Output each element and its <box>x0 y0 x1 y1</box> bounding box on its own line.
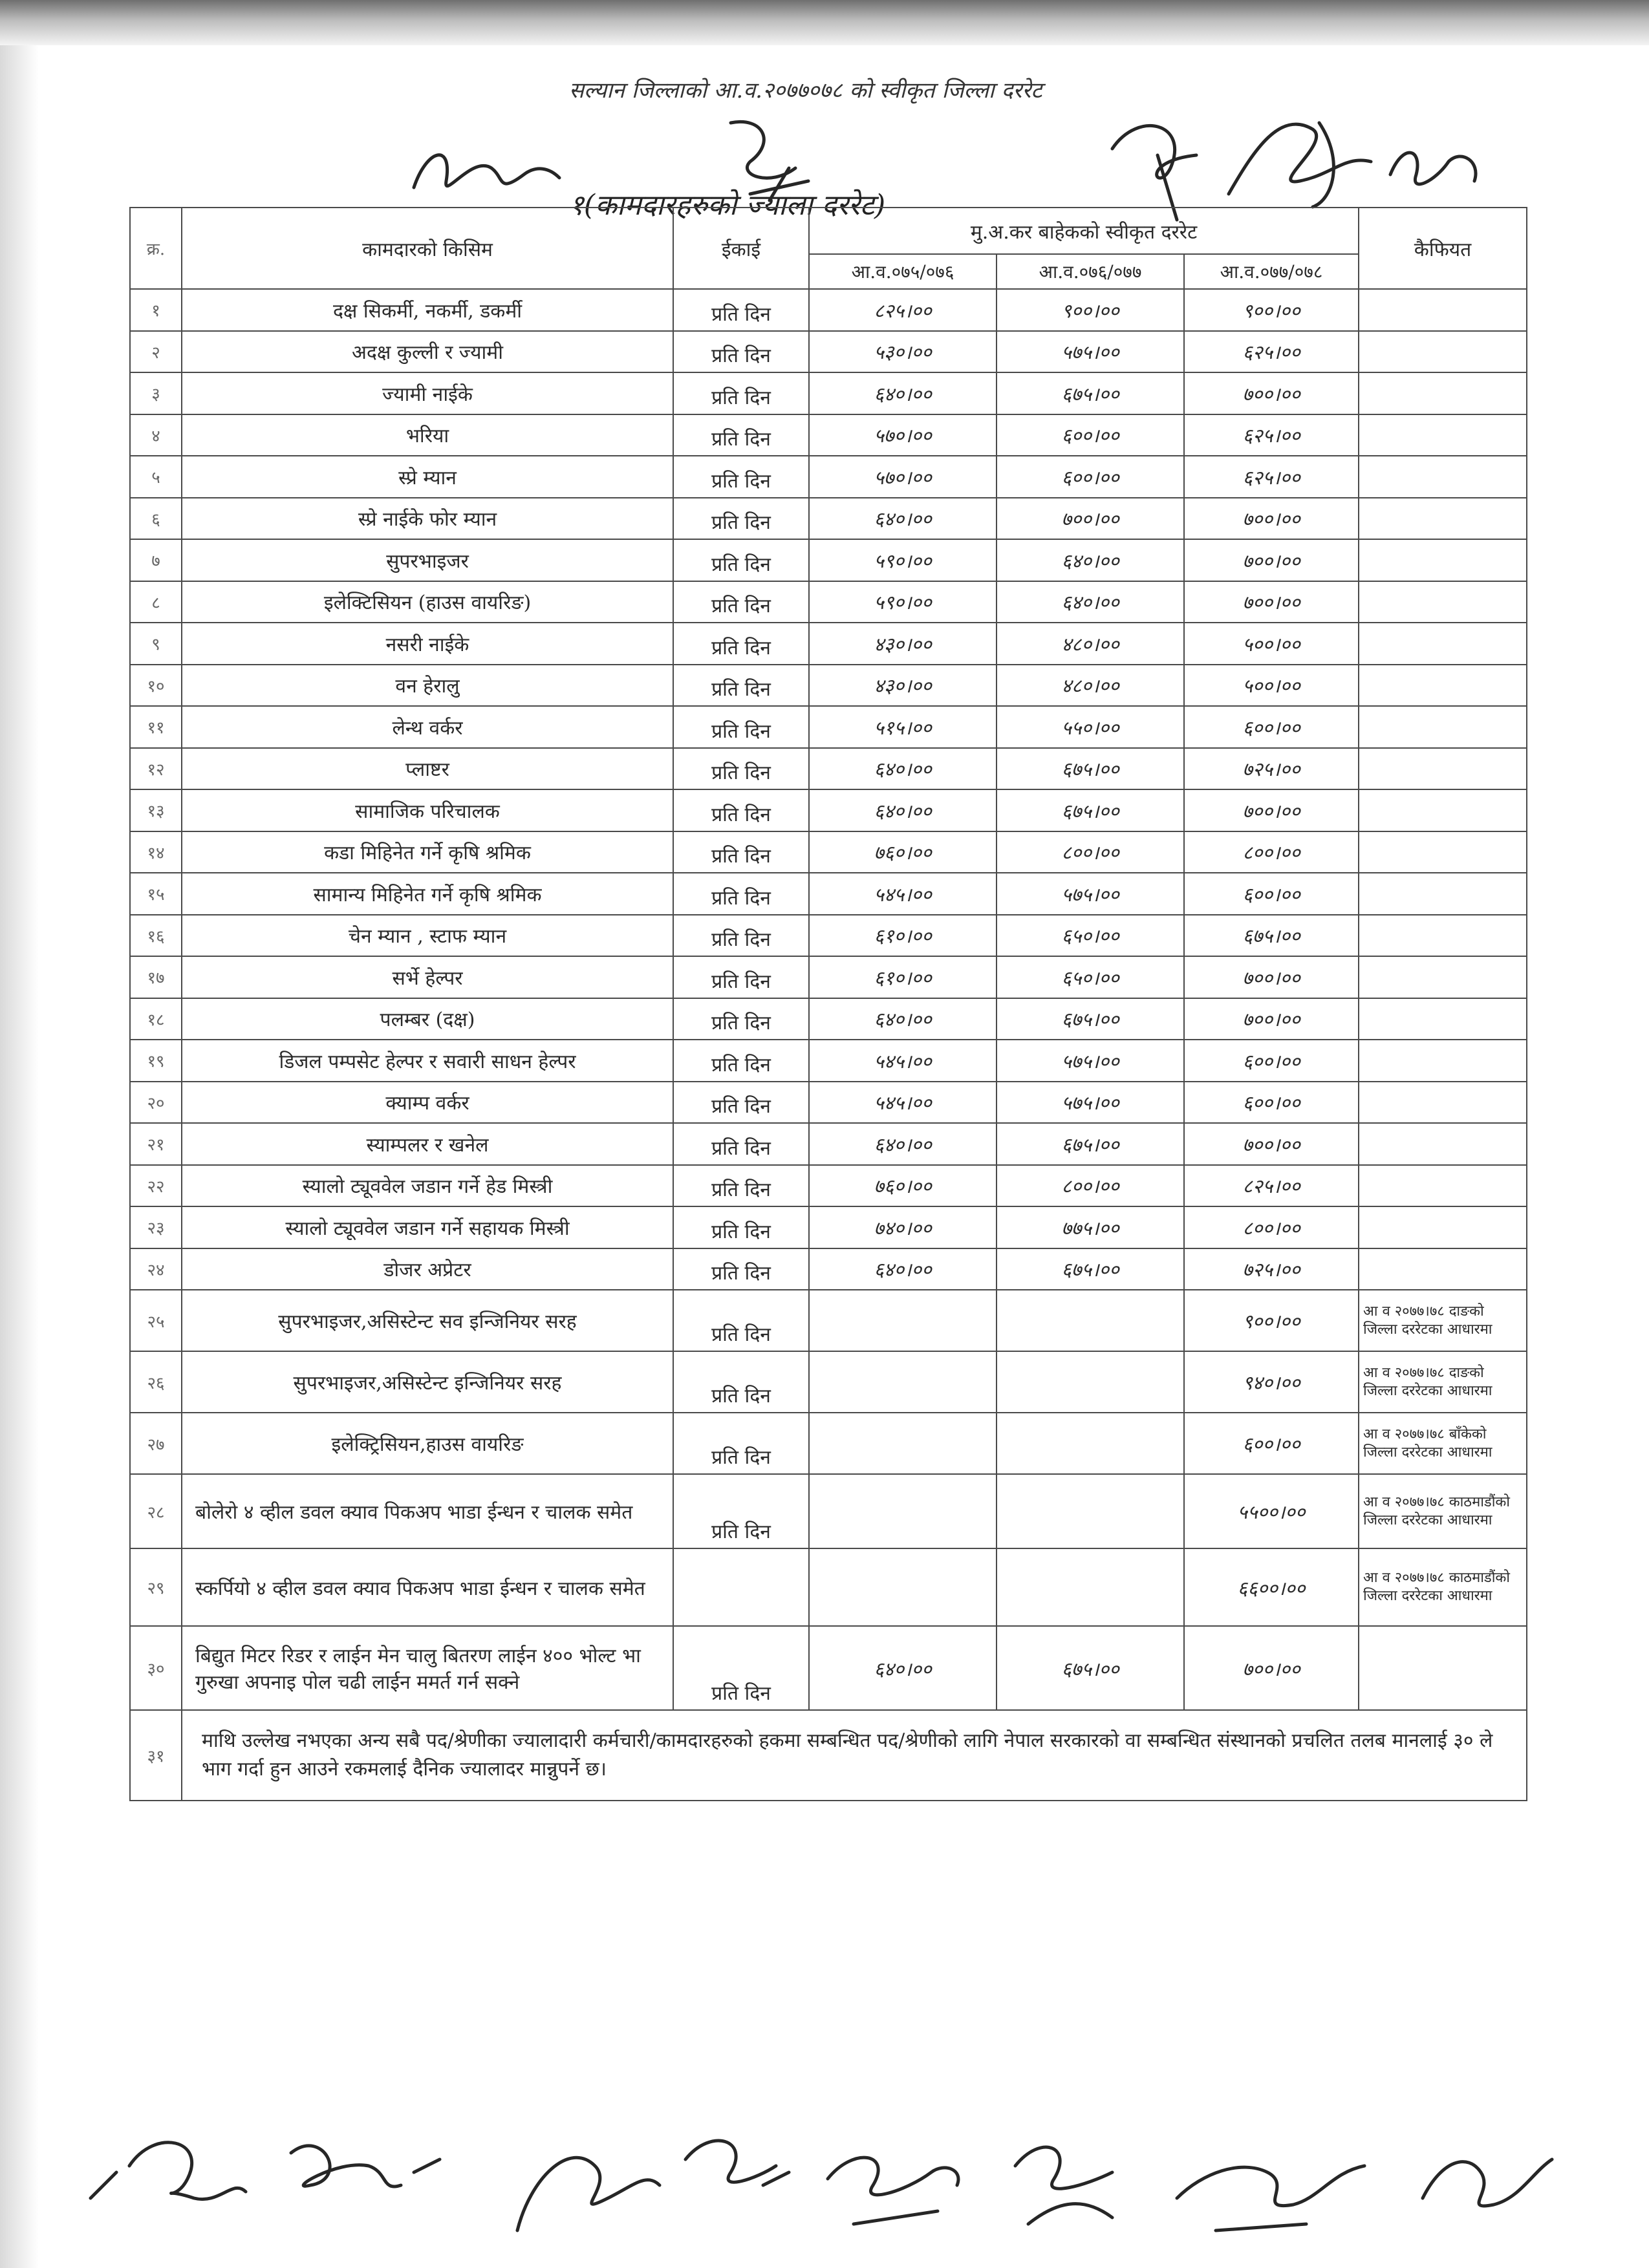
row-unit: प्रति दिन <box>673 372 809 414</box>
row-rate-077-078: ८००।०० <box>1184 831 1359 873</box>
row-rate-077-078: ७००।०० <box>1184 789 1359 831</box>
row-rate-077-078: ७२५।०० <box>1184 748 1359 790</box>
row-remarks <box>1359 581 1527 623</box>
row-rate-077-078: ७००।०० <box>1184 581 1359 623</box>
row-rate-075-076 <box>809 1290 997 1351</box>
row-serial-no: १८ <box>130 998 182 1040</box>
row-rate-077-078: ७००।०० <box>1184 998 1359 1040</box>
row-rate-075-076: ५९०।०० <box>809 581 997 623</box>
row-unit: प्रति दिन <box>673 1248 809 1290</box>
table-row <box>130 665 1527 707</box>
row-worker-type: अदक्ष कुल्ली र ज्यामी <box>182 331 673 373</box>
row-remarks <box>1359 539 1527 581</box>
row-serial-no: ९ <box>130 623 182 665</box>
row-unit: प्रति दिन <box>673 915 809 957</box>
row-rate-076-077: ५७५।०० <box>997 873 1184 915</box>
table-row <box>130 581 1527 623</box>
row-rate-076-077: ६००।०० <box>997 456 1184 498</box>
row-rate-076-077: ५७५।०० <box>997 1040 1184 1082</box>
row-rate-077-078: ८२५।०० <box>1184 1165 1359 1207</box>
table-row <box>130 1474 1527 1548</box>
row-rate-077-078: ७००।०० <box>1184 498 1359 540</box>
row-remarks <box>1359 623 1527 665</box>
row-rate-077-078: ६६००।०० <box>1184 1548 1359 1626</box>
row-worker-type: स्यालो ट्यूववेल जडान गर्ने सहायक मिस्त्री <box>182 1206 673 1248</box>
row-rate-076-077: ८००।०० <box>997 1165 1184 1207</box>
table-row <box>130 1413 1527 1474</box>
row-rate-076-077: ६५०।०० <box>997 915 1184 957</box>
row-serial-no: २३ <box>130 1206 182 1248</box>
header-year-075-076: आ.व.०७५/०७६ <box>809 254 997 289</box>
row-remarks <box>1359 1206 1527 1248</box>
row-serial-no: १ <box>130 289 182 331</box>
table-row <box>130 539 1527 581</box>
row-rate-075-076: ६४०।०० <box>809 748 997 790</box>
row-rate-076-077: ६७५।०० <box>997 789 1184 831</box>
wage-table-body <box>130 289 1527 1801</box>
scan-shadow-top <box>0 0 1649 45</box>
row-remarks <box>1359 789 1527 831</box>
row-remarks <box>1359 1040 1527 1082</box>
row-rate-076-077: ४८०।०० <box>997 665 1184 707</box>
row-worker-type: सुपरभाइजर,असिस्टेन्ट सव इन्जिनियर सरह <box>182 1290 673 1351</box>
row-unit: प्रति दिन <box>673 289 809 331</box>
header-remarks: कैफियत <box>1359 208 1527 289</box>
document-heading: सल्यान जिल्लाको आ.व.२०७७०७८ को स्वीकृत जिल्ला दररेट <box>569 78 1042 103</box>
table-row <box>130 1290 1527 1351</box>
row-rate-075-076: ६४०।०० <box>809 1123 997 1165</box>
row-rate-077-078: ६७५।०० <box>1184 915 1359 957</box>
row-unit: प्रति दिन <box>673 414 809 456</box>
row-rate-076-077: ७००।०० <box>997 498 1184 540</box>
row-remarks <box>1359 414 1527 456</box>
row-rate-075-076: ७६०।०० <box>809 1165 997 1207</box>
row-worker-type: स्प्रे नाईके फोर म्यान <box>182 498 673 540</box>
row-worker-type: इलेक्ट्रिसियन,हाउस वायरिङ <box>182 1413 673 1474</box>
row-unit: प्रति दिन <box>673 1474 809 1548</box>
row-rate-075-076: ६४०।०० <box>809 372 997 414</box>
row-serial-no: २९ <box>130 1548 182 1626</box>
row-rate-076-077: ५७५।०० <box>997 331 1184 373</box>
row-rate-076-077 <box>997 1290 1184 1351</box>
row-unit: प्रति दिन <box>673 1626 809 1710</box>
row-unit: प्रति दिन <box>673 1082 809 1124</box>
row-unit: प्रति दिन <box>673 1040 809 1082</box>
row-rate-075-076: ६१०।०० <box>809 956 997 998</box>
table-row <box>130 1040 1527 1082</box>
header-year-077-078: आ.व.०७७/०७८ <box>1184 254 1359 289</box>
row-worker-type: कडा मिहिनेत गर्ने कृषि श्रमिक <box>182 831 673 873</box>
row-rate-075-076: ४३०।०० <box>809 623 997 665</box>
row-worker-type: सर्भे हेल्पर <box>182 956 673 998</box>
top-signature-middle <box>711 103 828 220</box>
row-rate-077-078: ६००।०० <box>1184 1040 1359 1082</box>
row-rate-077-078: ९४०।०० <box>1184 1351 1359 1413</box>
row-rate-076-077: ६७५।०० <box>997 998 1184 1040</box>
row-unit: प्रति दिन <box>673 956 809 998</box>
row-remarks: आ व २०७७।७८ बाँकेको जिल्ला दररेटका आधारमा <box>1359 1413 1527 1474</box>
row-worker-type: भरिया <box>182 414 673 456</box>
row-serial-no: १० <box>130 665 182 707</box>
row-rate-077-078: ६००।०० <box>1184 1413 1359 1474</box>
row-unit: प्रति दिन <box>673 498 809 540</box>
row-rate-076-077: ६४०।०० <box>997 539 1184 581</box>
row-remarks <box>1359 1165 1527 1207</box>
row-rate-075-076: ७४०।०० <box>809 1206 997 1248</box>
row-rate-076-077: ७७५।०० <box>997 1206 1184 1248</box>
row-worker-type: सामान्य मिहिनेत गर्ने कृषि श्रमिक <box>182 873 673 915</box>
table-row <box>130 915 1527 957</box>
row-rate-076-077: ९००।०० <box>997 289 1184 331</box>
header-serial-no: क्र. <box>130 208 182 289</box>
row-worker-type: लेन्थ वर्कर <box>182 706 673 748</box>
row-serial-no: १५ <box>130 873 182 915</box>
row-rate-077-078: ६२५।०० <box>1184 414 1359 456</box>
row-rate-075-076: ५३०।०० <box>809 331 997 373</box>
row-rate-077-078: ६२५।०० <box>1184 456 1359 498</box>
row-rate-076-077: ६५०।०० <box>997 956 1184 998</box>
row-rate-075-076: ६४०।०० <box>809 1248 997 1290</box>
table-row <box>130 623 1527 665</box>
row-worker-type: बोलेरो ४ व्हील डवल क्याव पिकअप भाडा ईन्धन र चालक समेत <box>182 1474 673 1548</box>
table-row <box>130 456 1527 498</box>
row-worker-type: सुपरभाइजर <box>182 539 673 581</box>
row-rate-076-077: ६७५।०० <box>997 1248 1184 1290</box>
row-worker-type: क्याम्प वर्कर <box>182 1082 673 1124</box>
table-row <box>130 1548 1527 1626</box>
row-unit: प्रति दिन <box>673 873 809 915</box>
row-rate-076-077 <box>997 1351 1184 1413</box>
row-unit: प्रति दिन <box>673 1165 809 1207</box>
wage-rate-table <box>129 207 1527 1801</box>
row-remarks <box>1359 1082 1527 1124</box>
row-rate-077-078: ७००।०० <box>1184 1626 1359 1710</box>
row-worker-type: दक्ष सिकर्मी, नकर्मी, डकर्मी <box>182 289 673 331</box>
row-remarks: आ व २०७७।७८ काठमाडौंको जिल्ला दररेटका आधारमा <box>1359 1474 1527 1548</box>
table-row <box>130 1626 1527 1710</box>
row-rate-076-077: ५७५।०० <box>997 1082 1184 1124</box>
row-rate-077-078: ७२५।०० <box>1184 1248 1359 1290</box>
row-rate-077-078: ८००।०० <box>1184 1206 1359 1248</box>
row-serial-no: ४ <box>130 414 182 456</box>
row-worker-type: नसरी नाईके <box>182 623 673 665</box>
row-worker-type: स्यालो ट्यूववेल जडान गर्ने हेड मिस्त्री <box>182 1165 673 1207</box>
row-remarks <box>1359 831 1527 873</box>
row-unit: प्रति दिन <box>673 831 809 873</box>
row-worker-type: स्कर्पियो ४ व्हील डवल क्याव पिकअप भाडा ईन्धन र चालक समेत <box>182 1548 673 1626</box>
scan-shadow-left <box>0 45 39 2268</box>
table-note-row <box>130 1710 1527 1801</box>
row-unit: प्रति दिन <box>673 789 809 831</box>
row-serial-no: ६ <box>130 498 182 540</box>
row-rate-077-078: ६००।०० <box>1184 1082 1359 1124</box>
row-unit: प्रति दिन <box>673 539 809 581</box>
row-serial-no: २१ <box>130 1123 182 1165</box>
row-rate-077-078: ५५००।०० <box>1184 1474 1359 1548</box>
row-worker-type: बिद्युत मिटर रिडर र लाईन मेन चालु बितरण लाईन ४०० भोल्ट भा गुरुखा अपनाइ पोल चढी लाईन ममर्त गर्न सक्ने <box>182 1626 673 1710</box>
row-rate-077-078: ५००।०० <box>1184 623 1359 665</box>
row-rate-076-077: ६४०।०० <box>997 581 1184 623</box>
row-rate-076-077: ५५०।०० <box>997 706 1184 748</box>
row-rate-076-077 <box>997 1413 1184 1474</box>
row-serial-no: २७ <box>130 1413 182 1474</box>
row-remarks <box>1359 456 1527 498</box>
row-rate-075-076: ५४५।०० <box>809 1040 997 1082</box>
row-worker-type: ज्यामी नाईके <box>182 372 673 414</box>
row-remarks <box>1359 873 1527 915</box>
row-rate-076-077: ६७५।०० <box>997 372 1184 414</box>
row-rate-075-076: ६४०।०० <box>809 998 997 1040</box>
row-rate-077-078: ६२५।०० <box>1184 331 1359 373</box>
row-unit: प्रति दिन <box>673 748 809 790</box>
row-serial-no: १२ <box>130 748 182 790</box>
row-unit: प्रति दिन <box>673 581 809 623</box>
table-row <box>130 706 1527 748</box>
row-serial-no: ५ <box>130 456 182 498</box>
table-row <box>130 998 1527 1040</box>
row-rate-075-076: ५७०।०० <box>809 456 997 498</box>
row-remarks <box>1359 331 1527 373</box>
header-year-076-077: आ.व.०७६/०७७ <box>997 254 1184 289</box>
row-rate-076-077: ६००।०० <box>997 414 1184 456</box>
row-rate-077-078: ७००।०० <box>1184 956 1359 998</box>
row-remarks <box>1359 915 1527 957</box>
row-unit: प्रति दिन <box>673 456 809 498</box>
table-row <box>130 748 1527 790</box>
row-worker-type: इलेक्टिसियन (हाउस वायरिङ) <box>182 581 673 623</box>
table-row <box>130 789 1527 831</box>
row-remarks <box>1359 706 1527 748</box>
row-serial-no: ११ <box>130 706 182 748</box>
row-rate-075-076: ६१०।०० <box>809 915 997 957</box>
row-serial-no: २० <box>130 1082 182 1124</box>
row-worker-type: चेन म्यान , स्टाफ म्यान <box>182 915 673 957</box>
row-rate-075-076: ५१५।०० <box>809 706 997 748</box>
row-rate-076-077 <box>997 1474 1184 1548</box>
row-remarks: आ व २०७७।७८ दाङको जिल्ला दररेटका आधारमा <box>1359 1290 1527 1351</box>
row-worker-type: सुपरभाइजर,असिस्टेन्ट इन्जिनियर सरह <box>182 1351 673 1413</box>
row-unit: प्रति दिन <box>673 1413 809 1474</box>
row-serial-no: ८ <box>130 581 182 623</box>
table-row <box>130 1206 1527 1248</box>
document-subtitle: १(कामदारहरुको ज्याला दररेट) <box>569 189 886 222</box>
note-text: माथि उल्लेख नभएका अन्य सबै पद/श्रेणीका ज्यालादारी कर्मचारी/कामदारहरुको हकमा सम्बन्धित पद/श्रेणीको लागि नेपाल सरकारको वा सम्बन्धित संस्थानको प्रचलित तलब मानलाई ३० ले भाग गर्दा हुन आउने रकमलाई दैनिक ज्यालादर मान्नुपर्ने छ। <box>182 1710 1527 1801</box>
table-row <box>130 498 1527 540</box>
row-rate-077-078: ६००।०० <box>1184 873 1359 915</box>
row-serial-no: १३ <box>130 789 182 831</box>
row-remarks <box>1359 1248 1527 1290</box>
table-row <box>130 1165 1527 1207</box>
row-rate-076-077 <box>997 1548 1184 1626</box>
row-serial-no: १४ <box>130 831 182 873</box>
row-rate-075-076: ५९०।०० <box>809 539 997 581</box>
row-rate-077-078: ७००।०० <box>1184 1123 1359 1165</box>
row-unit: प्रति दिन <box>673 1351 809 1413</box>
table-row <box>130 873 1527 915</box>
row-rate-076-077: ८००।०० <box>997 831 1184 873</box>
row-remarks <box>1359 498 1527 540</box>
header-unit: ईकाई <box>673 208 809 289</box>
table-row <box>130 956 1527 998</box>
table-row <box>130 331 1527 373</box>
row-remarks: आ व २०७७।७८ दाङको जिल्ला दररेटका आधारमा <box>1359 1351 1527 1413</box>
row-rate-077-078: ५००।०० <box>1184 665 1359 707</box>
row-rate-075-076 <box>809 1413 997 1474</box>
row-rate-075-076: ६४०।०० <box>809 498 997 540</box>
table-row <box>130 831 1527 873</box>
row-unit: प्रति दिन <box>673 665 809 707</box>
row-unit: प्रति दिन <box>673 1123 809 1165</box>
row-rate-077-078: ७००।०० <box>1184 539 1359 581</box>
note-serial-no: ३१ <box>130 1710 182 1801</box>
row-unit: प्रति दिन <box>673 1206 809 1248</box>
table-row <box>130 1082 1527 1124</box>
row-serial-no: १७ <box>130 956 182 998</box>
row-serial-no: १९ <box>130 1040 182 1082</box>
row-remarks <box>1359 665 1527 707</box>
bottom-signatures <box>78 2101 1565 2256</box>
row-worker-type: प्लाष्टर <box>182 748 673 790</box>
row-worker-type: स्याम्पलर र खनेल <box>182 1123 673 1165</box>
row-serial-no: २४ <box>130 1248 182 1290</box>
row-rate-077-078: ९००।०० <box>1184 1290 1359 1351</box>
row-remarks <box>1359 372 1527 414</box>
row-rate-075-076: ६४०।०० <box>809 789 997 831</box>
row-rate-075-076: ५७०।०० <box>809 414 997 456</box>
header-approved-rate: मु.अ.कर बाहेकको स्वीकृत दररेट <box>809 208 1359 254</box>
row-rate-075-076: ५४५।०० <box>809 1082 997 1124</box>
row-rate-077-078: ९००।०० <box>1184 289 1359 331</box>
row-unit: प्रति दिन <box>673 998 809 1040</box>
row-unit: प्रति दिन <box>673 623 809 665</box>
row-remarks <box>1359 998 1527 1040</box>
row-worker-type: डिजल पम्पसेट हेल्पर र सवारी साधन हेल्पर <box>182 1040 673 1082</box>
row-rate-076-077: ६७५।०० <box>997 1123 1184 1165</box>
row-remarks: आ व २०७७।७८ काठमाडौंको जिल्ला दररेटका आधारमा <box>1359 1548 1527 1626</box>
row-worker-type: डोजर अप्रेटर <box>182 1248 673 1290</box>
table-row <box>130 414 1527 456</box>
row-unit: प्रति दिन <box>673 331 809 373</box>
top-signature-left <box>401 129 569 213</box>
table-row <box>130 1351 1527 1413</box>
row-rate-076-077: ६७५।०० <box>997 1626 1184 1710</box>
row-rate-076-077: ६७५।०० <box>997 748 1184 790</box>
row-remarks <box>1359 1123 1527 1165</box>
row-worker-type: स्प्रे म्यान <box>182 456 673 498</box>
row-rate-075-076: ४३०।०० <box>809 665 997 707</box>
row-rate-076-077: ४८०।०० <box>997 623 1184 665</box>
row-remarks <box>1359 956 1527 998</box>
row-unit: प्रति दिन <box>673 1290 809 1351</box>
row-serial-no: २२ <box>130 1165 182 1207</box>
row-serial-no: २५ <box>130 1290 182 1351</box>
row-rate-075-076: ५४५।०० <box>809 873 997 915</box>
row-remarks <box>1359 289 1527 331</box>
row-rate-075-076 <box>809 1548 997 1626</box>
table-row <box>130 1123 1527 1165</box>
header-worker-type: कामदारको किसिम <box>182 208 673 289</box>
table-row <box>130 372 1527 414</box>
row-worker-type: सामाजिक परिचालक <box>182 789 673 831</box>
row-unit <box>673 1548 809 1626</box>
row-rate-075-076 <box>809 1474 997 1548</box>
row-worker-type: पलम्बर (दक्ष) <box>182 998 673 1040</box>
row-serial-no: २८ <box>130 1474 182 1548</box>
row-serial-no: ३० <box>130 1626 182 1710</box>
row-serial-no: ३ <box>130 372 182 414</box>
row-worker-type: वन हेरालु <box>182 665 673 707</box>
row-serial-no: ७ <box>130 539 182 581</box>
row-rate-075-076: ७६०।०० <box>809 831 997 873</box>
row-serial-no: २६ <box>130 1351 182 1413</box>
row-rate-077-078: ६००।०० <box>1184 706 1359 748</box>
row-serial-no: १६ <box>130 915 182 957</box>
row-rate-075-076: ६४०।०० <box>809 1626 997 1710</box>
table-row <box>130 289 1527 331</box>
row-rate-075-076 <box>809 1351 997 1413</box>
row-rate-075-076: ८२५।०० <box>809 289 997 331</box>
row-unit: प्रति दिन <box>673 706 809 748</box>
table-row <box>130 1248 1527 1290</box>
row-remarks <box>1359 748 1527 790</box>
row-remarks <box>1359 1626 1527 1710</box>
row-rate-077-078: ७००।०० <box>1184 372 1359 414</box>
row-serial-no: २ <box>130 331 182 373</box>
